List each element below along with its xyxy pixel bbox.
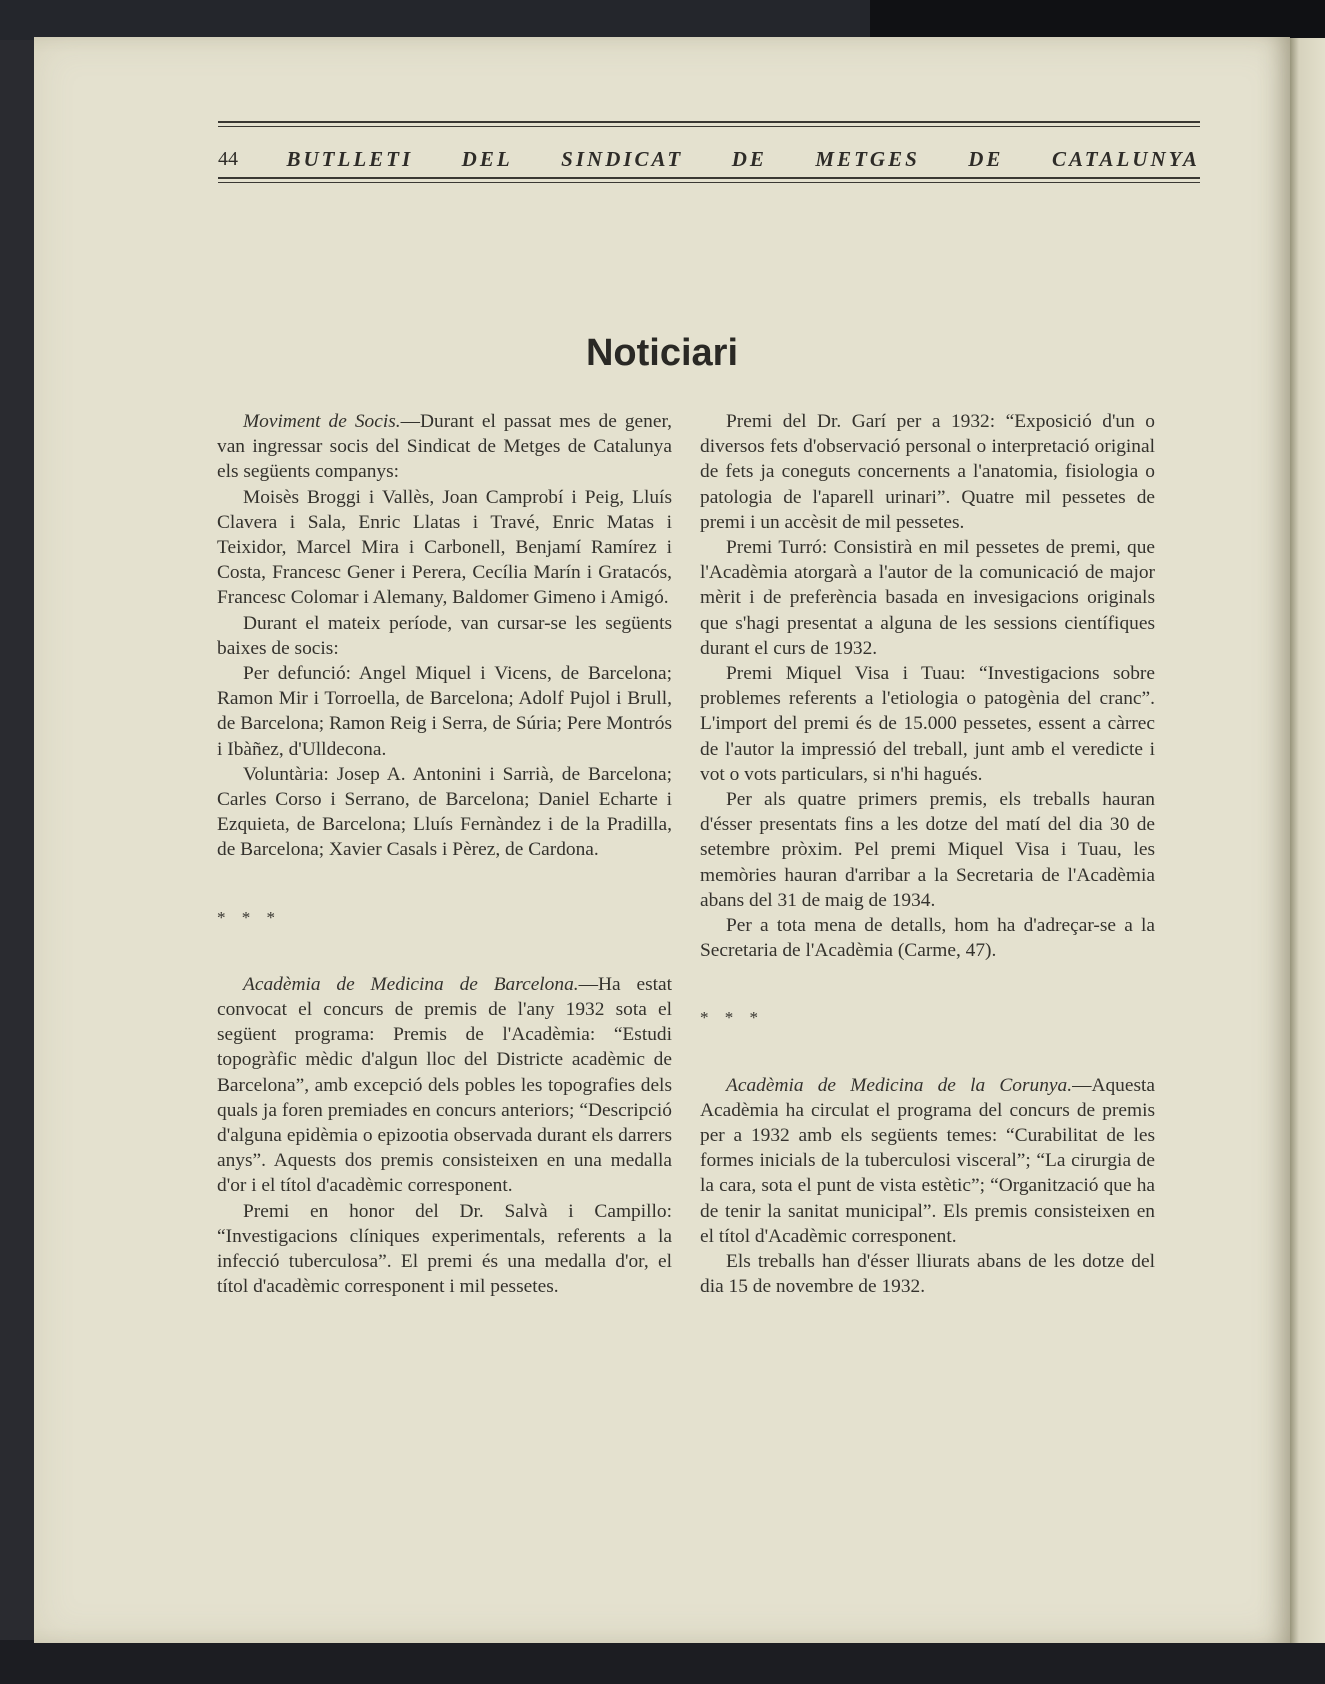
- section-separator: * * *: [217, 907, 281, 927]
- paragraph-premi-gari: Premi del Dr. Garí per a 1932: “Exposició d'un o diversos fets d'observació personal o interpretació original de fets ja coneguts concernents a l'anatomia, fisiologia o patologia de l'aparell urinari”. Quatre mil pessetes de premi i un accèsit de mil pessetes.: [700, 411, 1155, 533]
- paragraph-terminis: Per als quatre primers premis, els treballs hauran d'ésser presentats fins a les dotze del matí del dia 30 de setembre pròxim. Pel premi Miquel Visa i Tuau, les memòries hauran d'arribar a la Secretaria de l'Acadèmia abans del 31 de maig de 1934.: [700, 789, 1155, 911]
- header-word: DE: [968, 146, 1004, 171]
- paragraph-premi-turro: Premi Turró: Consistirà en mil pessetes de premi, que l'Acadèmia atorgarà a l'autor de la comunicació de major mèrit i de preferència basada en invesigacions originals que s'hagi presentat a alguna de les sessions científiques durant el curs de 1932.: [700, 537, 1155, 659]
- header-word: CATALUNYA: [1051, 146, 1200, 171]
- scan-background-bottom: [0, 1640, 1325, 1684]
- paragraph-socis: [217, 409, 672, 485]
- paragraph-new-members: Moisès Broggi i Vallès, Joan Camprobí i Peig, Lluís Clavera i Sala, Enric Llatas i Travé, Enric Matas i Teixidor, Marcel Mira i Carbonell, Benjamí Ramírez i Costa, Francesc Gener i Perera, Cecília Marín i Gratacós, Francesc Colomar i Alemany, Baldomer Gimeno i Amigó.: [217, 486, 672, 609]
- page-number: 44: [218, 147, 238, 170]
- text-academia-corunya: —Aquesta Acadèmia ha circulat el programa del concurs de premis per a 1932 amb els següents temes: “Curabilitat de les formes inicials de la tuberculosi visceral”; “La cirurgia de la cara, sota el punt de vista estètic”; “Organització que ha de tenir la sanitat municipal”. Els premis consisteixen en el títol d'Acadèmic corresponent.: [700, 1074, 1155, 1247]
- paragraph-premi-salva: Premi en honor del Dr. Salvà i Campillo: “Investigacions clíniques experimentals, referents a la infecció tuberculosa”. El premi és una medalla d'or, el títol d'acadèmic corresponent i mil pessetes.: [217, 1200, 672, 1298]
- paragraph-academia-corunya: [700, 1073, 1155, 1249]
- header-rule-top-thin: [218, 126, 1200, 127]
- heading-moviment-socis: Moviment de Socis.: [243, 411, 401, 432]
- right-column: [700, 409, 1155, 1300]
- header-word: BUTLLETI: [286, 146, 414, 171]
- header-rule-bottom-thin: [218, 182, 1200, 183]
- header-word: METGES: [815, 146, 920, 171]
- left-column: [217, 409, 672, 1300]
- paragraph-baixes: Durant el mateix període, van cursar-se les següents baixes de socis:: [217, 612, 672, 659]
- paragraph-defuncio: Per defunció: Angel Miquel i Vicens, de Barcelona; Ramon Mir i Torroella, de Barcelona; Adolf Pujol i Brull, de Barcelona; Ramon Reig i Serra, de Súria; Pere Montrós i Ibàñez, d'Ulldecona.: [217, 663, 672, 760]
- header-word: DE: [731, 146, 767, 171]
- paragraph-corunya-termini: Els treballs han d'ésser lliurats abans de les dotze del dia 15 de novembre de 1932.: [700, 1251, 1155, 1298]
- header-rule-top: [218, 121, 1200, 123]
- paragraph-detalls: Per a tota mena de detalls, hom ha d'adreçar-se a la Secretaria de l'Acadèmia (Carme, 47).: [700, 915, 1155, 962]
- scan-background-corner: [870, 0, 1325, 40]
- section-separator: * * *: [700, 1008, 764, 1028]
- paragraph-voluntaria: Voluntària: Josep A. Antonini i Sarrià, de Barcelona; Carles Corso i Serrano, de Barcelona; Daniel Echarte i Ezquieta, de Barcelona; Lluís Fernàndez i de la Pradilla, de Barcelona; Xavier Casals i Pèrez, de Cardona.: [217, 763, 672, 861]
- header-rule-bottom: [218, 177, 1200, 179]
- section-title: Noticiari: [585, 332, 739, 374]
- paragraph-academia-barcelona: [217, 972, 672, 1199]
- heading-academia-barcelona: Acadèmia de Medicina de Barcelona.: [243, 973, 579, 995]
- heading-academia-corunya: Acadèmia de Medicina de la Corunya.: [726, 1074, 1073, 1096]
- running-header: [218, 142, 1200, 176]
- adjacent-page-edge: [1288, 38, 1325, 1643]
- text-socis-intro: —Durant el passat mes de gener, van ingressar socis del Sindicat de Metges de Catalunya els següents companys:: [217, 411, 672, 483]
- header-word: DEL: [461, 146, 513, 171]
- paragraph-premi-visa: Premi Miquel Visa i Tuau: “Investigacions sobre problemes referents a l'etiologia o patogènia del cranc”. L'import del premi és de 15.000 pessetes, essent a càrrec de l'autor la impressió del treball, junt amb el veredicte i vot o vots particulars, si n'hi hagués.: [700, 663, 1155, 785]
- text-academia-barcelona: —Ha estat convocat el concurs de premis de l'any 1932 sota el següent programa: Premis de l'Acadèmia: “Estudi topogràfic mèdic d'algun lloc del Districte acadèmic de Barcelona”, amb excepció dels pobles les topografies dels quals ja foren premiades en concurs anteriors; “Descripció d'alguna epidèmia o epizootia observada durant els darrers anys”. Aquests dos premis consisteixen en una medalla d'or i el títol d'acadèmic corresponent.: [217, 973, 672, 1197]
- document-page: [34, 37, 1290, 1643]
- header-word: SINDICAT: [561, 146, 684, 171]
